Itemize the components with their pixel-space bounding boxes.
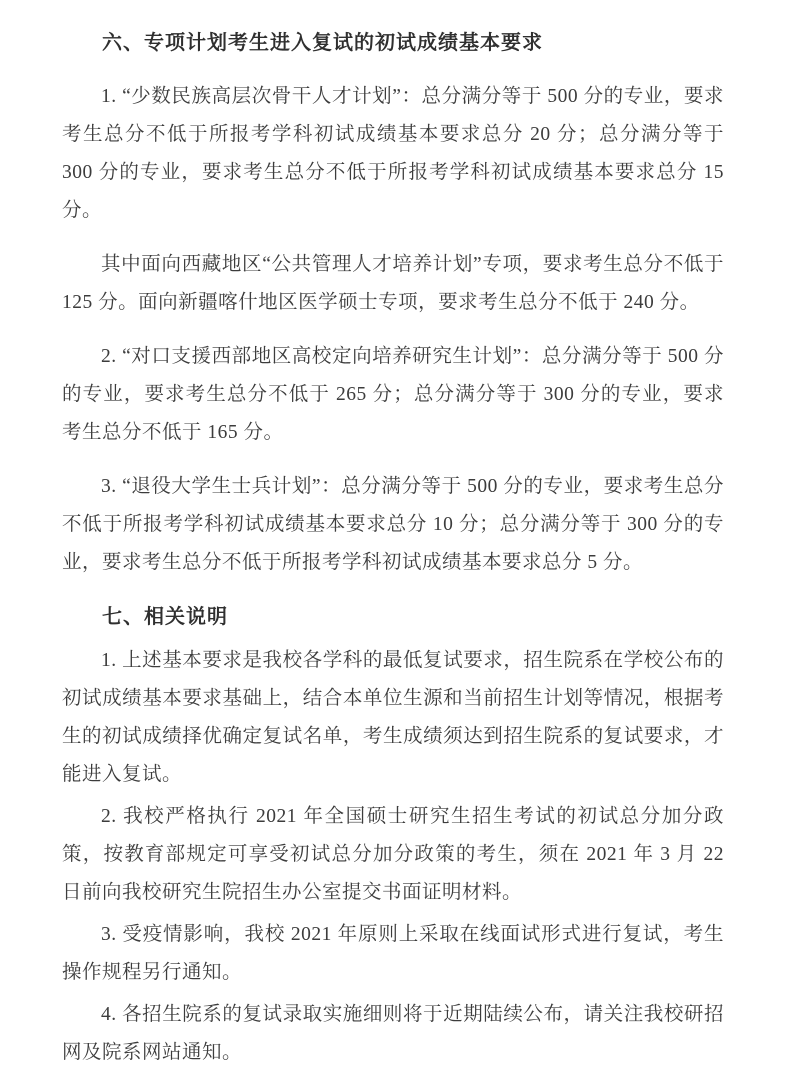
section-six (62, 24, 724, 582)
para-tibet-xinjiang-special: 其中面向西藏地区“公共管理人才培养计划”专项，要求考生总分不低于 125 分。面向新疆喀什地区医学硕士专项，要求考生总分不低于 240 分。 (62, 254, 724, 313)
para-note-detailed-rules: 4. 各招生院系的复试录取实施细则将于近期陆续公布，请关注我校研招网及院系网站通知。 (62, 1004, 724, 1063)
section-seven-heading: 七、相关说明 (102, 606, 228, 628)
para-west-support-plan: 2. “对口支援西部地区高校定向培养研究生计划”：总分满分等于 500 分的专业，要求考生总分不低于 265 分；总分满分等于 300 分的专业，要求考生总分不低于 165 分。 (62, 346, 724, 443)
section-seven (62, 598, 724, 1072)
section-six-heading: 六、专项计划考生进入复试的初试成绩基本要求 (102, 32, 543, 54)
para-note-minimum-requirement: 1. 上述基本要求是我校各学科的最低复试要求，招生院系在学校公布的初试成绩基本要求基础上，结合本单位生源和当前招生计划等情况，根据考生的初试成绩择优确定复试名单，考生成绩须达到招生院系的复试要求，才能进入复试。 (62, 650, 724, 785)
para-note-bonus-policy: 2. 我校严格执行 2021 年全国硕士研究生招生考试的初试总分加分政策，按教育部规定可享受初试总分加分政策的考生，须在 2021 年 3 月 22 日前向我校研究生院招生办公室提交书面证明材料。 (62, 806, 724, 903)
para-note-online-interview: 3. 受疫情影响，我校 2021 年原则上采取在线面试形式进行复试，考生操作规程另行通知。 (62, 924, 724, 983)
para-minority-talent-plan: 1. “少数民族高层次骨干人才计划”：总分满分等于 500 分的专业，要求考生总分不低于所报考学科初试成绩基本要求总分 20 分；总分满分等于 300 分的专业，要求考生总分不低于所报考学科初试成绩基本要求总分 15 分。 (62, 86, 724, 221)
para-veteran-soldier-plan: 3. “退役大学生士兵计划”：总分满分等于 500 分的专业，要求考生总分不低于所报考学科初试成绩基本要求总分 10 分；总分满分等于 300 分的专业，要求考生总分不低于所报考学科初试成绩基本要求总分 5 分。 (62, 476, 724, 573)
